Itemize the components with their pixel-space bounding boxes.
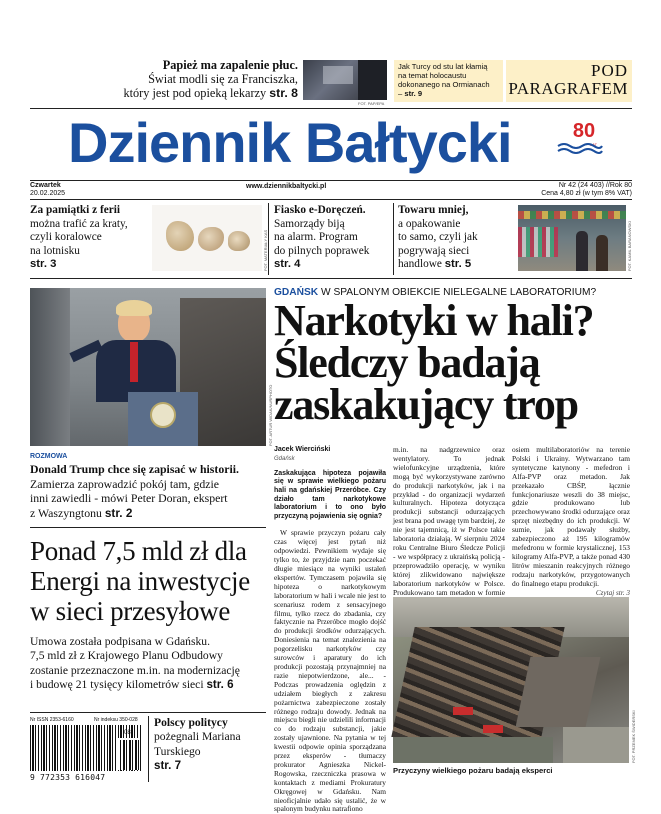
waves-icon	[558, 142, 602, 156]
energa-h1: Ponad 7,5 mld zł dla	[30, 536, 247, 566]
polscy-title: Polscy politycy	[154, 716, 228, 729]
continued[interactable]: Czytaj str. 3	[595, 588, 630, 597]
towaru-l2: to samo, czyli jak	[398, 231, 478, 244]
trump-headline: Donald Trump chce się zapisać w historii.	[30, 462, 239, 476]
energa-l4: i budowę 21 tysięcy kilometrów sieci	[30, 677, 204, 691]
pope-page: str. 8	[269, 86, 298, 100]
energa-rule	[30, 712, 266, 713]
photo-caption: Przyczyny wielkiego pożaru badają eksperci	[393, 766, 553, 775]
index-number: Nr indeksu 350-028	[94, 717, 138, 723]
energa-page: str. 6	[206, 677, 234, 691]
article-lead: Zaskakująca hipoteza pojawiła się w sprawie wielkiego pożaru hali na gdańskiej Przeróbce. Czy działo tam narkotykowe laboratorium i to ono było przyczyną pojawienia się ognia?	[274, 469, 386, 520]
kicker-city: GDAŃSK	[274, 287, 319, 298]
ferie-teaser[interactable]	[30, 204, 152, 272]
trump-l1: Zamierza zaprowadzić pokój tam, gdzie	[30, 476, 219, 491]
article-col-2	[393, 445, 505, 597]
energa-h2: Energi na inwestycje	[30, 566, 250, 596]
teaser-divider-2	[393, 203, 394, 275]
barcode-number: 9 772353 616047	[30, 773, 106, 782]
barcode-issue-bars-2	[120, 740, 140, 770]
author: Jacek Wierciński	[274, 446, 331, 453]
pope-line2: Świat modli się za Franciszka,	[148, 72, 298, 86]
article-col3-text: osiem multilaboratoriów na terenie Polski i Ukrainy. Wytwarzano tam syntetyczne katynony - mefedron i Alfa-PVP oraz metadon. Jak przekazało CBŚP, łącznie funkcjonariusze weszli do 38 miejsc, gdzie produkowano lub przechowywano środki odurzające oraz sprzęt niezbędny do ich produkcji. W sumie, jak podawały służby, zabezpieczono aż 195 kilogramów mefedronu w formie krystalicznej, 153 kilogramy Alfa-PVP, a także ponad 430 litrów mieszanin reakcyjnych różnego rodzaju narkotyków, przygotowanych do finalnego etapu produkcji.	[512, 445, 630, 588]
energa-l3: zostanie przeznaczone m.in. na modernizację	[30, 663, 240, 677]
fiasko-title: Fiasko e-Doręczeń.	[274, 204, 366, 216]
trump-rule	[30, 527, 266, 528]
ferie-l3: na lotnisku	[30, 244, 80, 257]
towaru-title: Towaru mniej,	[398, 204, 469, 216]
fiasko-page: str. 4	[274, 258, 301, 271]
paragraf-line2: PARAGRAFEM	[508, 79, 628, 98]
polscy-teaser[interactable]	[154, 716, 270, 773]
masthead-title[interactable]: Dziennik Bałtycki	[68, 111, 512, 174]
trump-l2: inni zawiedli - mówi Peter Doran, ekspert	[30, 491, 228, 506]
turks-teaser[interactable]: Jak Turcy od stu lat kłamią na temat holocaustu dokonanego na Ormianach – str. 9	[398, 62, 503, 98]
energa-headline[interactable]	[30, 536, 270, 626]
badge-sub: LAT	[590, 142, 598, 147]
trump-l3: z Waszyngtonu	[30, 505, 102, 520]
kicker-text: W SPALONYM OBIEKCIE NIELEGALNE LABORATORIUM?	[321, 287, 597, 298]
pope-photo	[303, 60, 387, 100]
coral-photo	[152, 205, 262, 271]
site-url[interactable]: www.dziennikbaltycki.pl	[246, 183, 327, 190]
paragraf-line1: POD	[590, 61, 628, 80]
towaru-l4: handlowe	[398, 258, 442, 271]
day: Czwartek	[30, 182, 61, 189]
trump-photo	[30, 288, 266, 446]
anniversary-badge	[566, 120, 602, 156]
polscy-l1: pożegnali Mariana	[154, 730, 241, 744]
main-headline[interactable]	[274, 296, 634, 429]
turks-page: str. 9	[404, 89, 423, 98]
barcode-issue: 08	[124, 730, 131, 736]
towaru-l3: pogrywają sieci	[398, 244, 470, 257]
pope-photo-credit: FOT. PAP/EPA	[358, 101, 385, 106]
ferie-l2: czyli koralowce	[30, 231, 102, 244]
article-col-3	[512, 445, 630, 597]
teaser-divider-1	[268, 203, 269, 275]
pope-title: Papież ma zapalenie płuc.	[162, 58, 298, 72]
energa-l1: Umowa została podpisana w Gdańsku.	[30, 635, 210, 648]
towaru-teaser[interactable]	[398, 204, 516, 272]
towaru-page: str. 5	[444, 258, 472, 271]
trump-teaser[interactable]	[30, 462, 270, 520]
energa-body[interactable]	[30, 635, 270, 692]
main-h1: Narkotyki w hali?	[274, 296, 594, 345]
ferie-title: Za pamiątki z ferii	[30, 204, 121, 216]
barcode-divider	[148, 716, 149, 782]
energa-h3: w sieci przesyłowe	[30, 596, 231, 626]
fiasko-l1: Samorządy biją	[274, 217, 345, 230]
fiasko-teaser[interactable]	[274, 204, 392, 272]
ferie-page: str. 3	[30, 258, 57, 271]
turks-line2: na temat holocaustu	[398, 71, 467, 80]
paragraf-teaser[interactable]	[506, 60, 632, 102]
polscy-page: str. 7	[154, 758, 182, 772]
fire-photo-credit: FOT. PRZEMEK ŚWIDERSKI	[631, 710, 636, 763]
ferie-l1: można trafić za kraty,	[30, 217, 128, 230]
issn: Nr ISSN 2353-6160	[30, 717, 74, 723]
pope-teaser[interactable]	[100, 58, 298, 100]
interview-tag: ROZMOWA	[30, 453, 68, 460]
dateline-rule-top	[30, 180, 632, 181]
article-col-1	[274, 446, 386, 814]
fiasko-l3: do pilnych poprawek	[274, 244, 370, 257]
fire-aerial-photo	[393, 597, 629, 763]
author-city: Gdańsk	[274, 455, 295, 462]
coral-photo-credit: FOT. MATERIAŁY KAS	[263, 229, 268, 271]
dateline-issue	[470, 182, 632, 198]
date: 20.02.2025	[30, 190, 66, 197]
article-col2-text: m.in. na nadgrzewnice oraz wentylatory. To jednak wielofunkcyjne urządzenia, które mogą być wykorzystywane zarówno do produkcji narkotyków, jak i na przykład - do organizacji wydarzeń kulturalnych. Hipoteza dotycząca produkcji substancji odurzających jest brana pod uwagę tym bardziej, że nie jest tajemnicą, iż w Polsce takie laboratoria działają. W sierpniu 2024 roku Centralne Biuro Śledcze Policji - we współpracy z ukraińską policją - przeprowadziło operację, w wyniku której zlikwidowano największe laboratorium narkotyków w Polsce. Produkowano tam metadon w formie	[393, 445, 505, 597]
pope-line3: który jest pod opieką lekarzy	[123, 86, 267, 100]
fiasko-l2: na alarm. Program	[274, 231, 358, 244]
turks-line1: Jak Turcy od stu lat kłamią	[398, 62, 488, 71]
supermarket-photo	[518, 205, 626, 271]
badge-number: 80	[572, 120, 596, 142]
dateline-day	[30, 182, 65, 198]
article-col1-text: W sprawie przyczyn pożaru cały czas więcej jest pytań niż odpowiedzi. Pewnikiem wydaje się tylko to, że przyjdzie nam poczekać długie miesiące na wyniki ustaleń ekspertów. Tymczasem pojawiła się hipoteza o narkotykowym laboratorium w hali i wcale nie jest to scenariusz rodem z sensacyjnego filmu, tylko rzecz do zbadania, czy faktycznie na Przeróbce mogło dojść do produkcji środków odurzających. Doniesienia na temat znalezienia na pogorzelisku narkotyków czy surowców i aparatury do ich produkcji pozostają przynajmniej na razie niepotwierdzone, ale... - Podczas prowadzenia oględzin z udziałem biegłych z zakresu pożarnictwa zabezpieczone zostały różnego rodzaju dowody. Jednak na miejscu biegli nie udzielili informacji co do rodzaju substancji, jakie zostały ujawnione. Na pytania w tej kwestii odpowie opinia sporządzana przez eksperów - tłumaczy prokurator Agnieszka Nickel-Rogowska, rzeczniczka prasowa w kontaktach z mediami Prokuratury Okręgowej w Gdańsku. Nam nieoficjalnie udało się ustalić, że w spalonym budynku natrafiono	[274, 528, 386, 814]
supermarket-photo-credit: FOT. KAMIL BARANOWSKI	[627, 221, 632, 271]
polscy-l2: Turskiego	[154, 744, 201, 758]
towaru-l1: a opakowanie	[398, 217, 461, 230]
trump-photo-credit: FOT. ARTUR WIDAK/NURPHOTO	[268, 384, 273, 446]
dateline-rule-bottom	[30, 199, 632, 200]
trump-page: str. 2	[104, 505, 133, 520]
teaser-row-rule	[30, 278, 632, 279]
main-h2: Śledczy badają	[274, 338, 540, 387]
price: Cena 4,80 zł (w tym 8% VAT)	[541, 190, 632, 197]
energa-l2: 7,5 mld zł z Krajowego Planu Odbudowy	[30, 649, 223, 663]
issue: Nr 42 (24 403) //Rok 80	[558, 182, 632, 189]
turks-line3: dokonanego na Ormianach	[398, 80, 490, 89]
main-h3: zaskakujący trop	[274, 380, 578, 429]
